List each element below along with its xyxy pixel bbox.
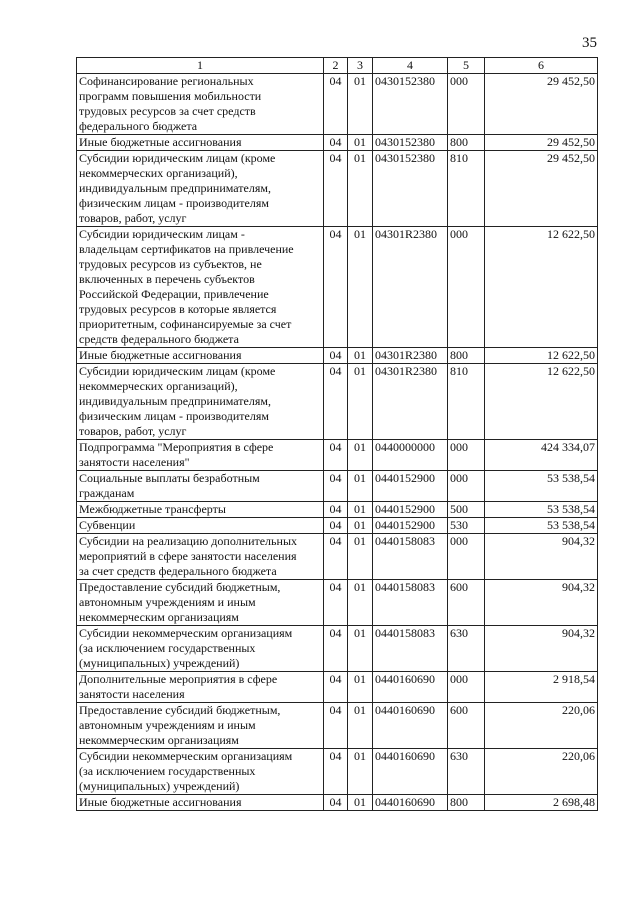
section-code-cell: 04 — [324, 534, 348, 580]
section-code-cell: 04 — [324, 74, 348, 135]
target-article-cell: 04301R2380 — [373, 227, 448, 348]
table-row — [77, 672, 598, 703]
expense-type-cell: 630 — [448, 749, 485, 795]
target-article-cell: 0440000000 — [373, 440, 448, 471]
section-code-cell: 04 — [324, 518, 348, 534]
expense-type-cell: 000 — [448, 440, 485, 471]
column-header: 4 — [373, 58, 448, 74]
expense-type-cell: 000 — [448, 227, 485, 348]
expense-name-line: гражданам — [79, 486, 135, 500]
expense-name-line: некоммерческим организациям — [79, 610, 239, 624]
expense-name-line: Подпрограмма "Мероприятия в сфере — [79, 440, 274, 454]
section-code-cell: 04 — [324, 135, 348, 151]
expense-name-line: трудовых ресурсов за счет средств — [79, 104, 256, 118]
expense-name-cell — [77, 364, 324, 440]
expense-name-line: трудовых ресурсов в которые является — [79, 302, 277, 316]
section-code-cell: 04 — [324, 440, 348, 471]
expense-name-line: товаров, работ, услуг — [79, 211, 187, 225]
section-code-cell: 04 — [324, 348, 348, 364]
expense-name-line: товаров, работ, услуг — [79, 424, 187, 438]
expense-name-line: средств федерального бюджета — [79, 332, 239, 346]
subsection-code-cell: 01 — [348, 440, 373, 471]
target-article-cell: 0440152900 — [373, 502, 448, 518]
expense-name-line: Субсидии юридическим лицам (кроме — [79, 364, 276, 378]
target-article-cell: 0440152900 — [373, 471, 448, 502]
table-row — [77, 348, 598, 364]
budget-table — [76, 57, 598, 811]
target-article-cell: 0440152900 — [373, 518, 448, 534]
expense-name-cell — [77, 151, 324, 227]
expense-name-line: Российской Федерации, привлечение — [79, 287, 269, 301]
target-article-cell: 0430152380 — [373, 151, 448, 227]
expense-name-cell — [77, 518, 324, 534]
expense-name-cell — [77, 672, 324, 703]
expense-name-cell — [77, 703, 324, 749]
expense-name-cell — [77, 749, 324, 795]
expense-name-line: Субсидии на реализацию дополнительных — [79, 534, 298, 548]
expense-type-cell: 530 — [448, 518, 485, 534]
subsection-code-cell: 01 — [348, 502, 373, 518]
target-article-cell: 0430152380 — [373, 135, 448, 151]
target-article-cell: 0430152380 — [373, 74, 448, 135]
table-row — [77, 135, 598, 151]
amount-cell: 904,32 — [485, 626, 598, 672]
expense-name-line: занятости населения — [79, 687, 185, 701]
subsection-code-cell: 01 — [348, 74, 373, 135]
table-row — [77, 580, 598, 626]
amount-cell: 12 622,50 — [485, 348, 598, 364]
expense-name-line: индивидуальным предпринимателям, — [79, 181, 271, 195]
expense-name-line: Предоставление субсидий бюджетным, — [79, 580, 281, 594]
expense-name-cell — [77, 534, 324, 580]
expense-name-line: (муниципальных) учреждений) — [79, 656, 240, 670]
expense-type-cell: 000 — [448, 74, 485, 135]
subsection-code-cell: 01 — [348, 795, 373, 811]
expense-name-cell — [77, 626, 324, 672]
target-article-cell: 04301R2380 — [373, 364, 448, 440]
expense-type-cell: 000 — [448, 672, 485, 703]
subsection-code-cell: 01 — [348, 749, 373, 795]
expense-name-cell — [77, 348, 324, 364]
expense-name-line: Дополнительные мероприятия в сфере — [79, 672, 278, 686]
expense-name-line: Предоставление субсидий бюджетным, — [79, 703, 281, 717]
expense-name-line: (муниципальных) учреждений) — [79, 779, 240, 793]
expense-name-line: Софинансирование региональных — [79, 74, 254, 88]
expense-name-line: за счет средств федерального бюджета — [79, 564, 277, 578]
target-article-cell: 0440160690 — [373, 795, 448, 811]
section-code-cell: 04 — [324, 626, 348, 672]
table-row — [77, 795, 598, 811]
section-code-cell: 04 — [324, 151, 348, 227]
expense-name-cell — [77, 502, 324, 518]
table-row — [77, 471, 598, 502]
amount-cell: 220,06 — [485, 703, 598, 749]
column-header: 6 — [485, 58, 598, 74]
expense-name-line: некоммерческим организациям — [79, 733, 239, 747]
table-row — [77, 227, 598, 348]
expense-name-line: Социальные выплаты безработным — [79, 471, 260, 485]
subsection-code-cell: 01 — [348, 534, 373, 580]
expense-name-line: (за исключением государственных — [79, 641, 256, 655]
column-header: 3 — [348, 58, 373, 74]
expense-name-line: программ повышения мобильности — [79, 89, 262, 103]
section-code-cell: 04 — [324, 364, 348, 440]
expense-name-cell — [77, 795, 324, 811]
amount-cell: 53 538,54 — [485, 518, 598, 534]
section-code-cell: 04 — [324, 672, 348, 703]
expense-name-line: Межбюджетные трансферты — [79, 502, 226, 516]
subsection-code-cell: 01 — [348, 672, 373, 703]
section-code-cell: 04 — [324, 749, 348, 795]
expense-type-cell: 810 — [448, 151, 485, 227]
expense-name-cell — [77, 227, 324, 348]
expense-name-line: включенных в перечень субъектов — [79, 272, 255, 286]
expense-name-line: Субсидии юридическим лицам - — [79, 227, 245, 241]
table-row — [77, 502, 598, 518]
page-number: 35 — [582, 35, 597, 51]
expense-type-cell: 800 — [448, 795, 485, 811]
amount-cell: 29 452,50 — [485, 151, 598, 227]
subsection-code-cell: 01 — [348, 580, 373, 626]
subsection-code-cell: 01 — [348, 348, 373, 364]
subsection-code-cell: 01 — [348, 135, 373, 151]
expense-name-line: физическим лицам - производителям — [79, 196, 269, 210]
table-row — [77, 518, 598, 534]
expense-type-cell: 810 — [448, 364, 485, 440]
section-code-cell: 04 — [324, 502, 348, 518]
amount-cell: 220,06 — [485, 749, 598, 795]
target-article-cell: 0440158083 — [373, 534, 448, 580]
section-code-cell: 04 — [324, 227, 348, 348]
section-code-cell: 04 — [324, 703, 348, 749]
target-article-cell: 04301R2380 — [373, 348, 448, 364]
table-row — [77, 151, 598, 227]
expense-name-cell — [77, 440, 324, 471]
subsection-code-cell: 01 — [348, 227, 373, 348]
amount-cell: 2 918,54 — [485, 672, 598, 703]
expense-name-line: Субсидии некоммерческим организациям — [79, 626, 293, 640]
expense-name-line: федерального бюджета — [79, 119, 198, 133]
table-row — [77, 364, 598, 440]
table-row — [77, 703, 598, 749]
subsection-code-cell: 01 — [348, 703, 373, 749]
table-row — [77, 534, 598, 580]
expense-name-line: Субсидии юридическим лицам (кроме — [79, 151, 276, 165]
subsection-code-cell: 01 — [348, 518, 373, 534]
subsection-code-cell: 01 — [348, 471, 373, 502]
table-body — [77, 58, 598, 811]
expense-name-line: трудовых ресурсов из субъектов, не — [79, 257, 262, 271]
amount-cell: 2 698,48 — [485, 795, 598, 811]
expense-name-cell — [77, 471, 324, 502]
table-row — [77, 440, 598, 471]
section-code-cell: 04 — [324, 580, 348, 626]
subsection-code-cell: 01 — [348, 151, 373, 227]
expense-name-line: мероприятий в сфере занятости населения — [79, 549, 297, 563]
expense-type-cell: 630 — [448, 626, 485, 672]
expense-name-line: Иные бюджетные ассигнования — [79, 135, 242, 149]
expense-name-cell — [77, 135, 324, 151]
expense-name-line: приоритетным, софинансируемые за счет — [79, 317, 292, 331]
table-row — [77, 626, 598, 672]
target-article-cell: 0440158083 — [373, 580, 448, 626]
column-header: 2 — [324, 58, 348, 74]
section-code-cell: 04 — [324, 471, 348, 502]
amount-cell: 12 622,50 — [485, 364, 598, 440]
expense-type-cell: 000 — [448, 534, 485, 580]
amount-cell: 424 334,07 — [485, 440, 598, 471]
amount-cell: 29 452,50 — [485, 135, 598, 151]
expense-name-line: некоммерческих организаций), — [79, 379, 238, 393]
expense-name-line: автономным учреждениям и иным — [79, 595, 256, 609]
target-article-cell: 0440158083 — [373, 626, 448, 672]
expense-type-cell: 000 — [448, 471, 485, 502]
header-row — [77, 58, 598, 74]
amount-cell: 12 622,50 — [485, 227, 598, 348]
expense-type-cell: 600 — [448, 703, 485, 749]
table-row — [77, 74, 598, 135]
expense-name-line: физическим лицам - производителям — [79, 409, 269, 423]
section-code-cell: 04 — [324, 795, 348, 811]
subsection-code-cell: 01 — [348, 364, 373, 440]
amount-cell: 904,32 — [485, 534, 598, 580]
expense-name-line: некоммерческих организаций), — [79, 166, 238, 180]
expense-name-line: Субвенции — [79, 518, 136, 532]
amount-cell: 53 538,54 — [485, 502, 598, 518]
subsection-code-cell: 01 — [348, 626, 373, 672]
target-article-cell: 0440160690 — [373, 672, 448, 703]
expense-name-cell — [77, 580, 324, 626]
expense-type-cell: 800 — [448, 135, 485, 151]
target-article-cell: 0440160690 — [373, 749, 448, 795]
expense-name-line: автономным учреждениям и иным — [79, 718, 256, 732]
expense-name-line: Иные бюджетные ассигнования — [79, 795, 242, 809]
expense-name-line: (за исключением государственных — [79, 764, 256, 778]
expense-name-line: занятости населения" — [79, 455, 190, 469]
amount-cell: 29 452,50 — [485, 74, 598, 135]
amount-cell: 904,32 — [485, 580, 598, 626]
expense-name-line: владельцам сертификатов на привлечение — [79, 242, 294, 256]
table-row — [77, 749, 598, 795]
amount-cell: 53 538,54 — [485, 471, 598, 502]
expense-type-cell: 600 — [448, 580, 485, 626]
expense-name-cell — [77, 74, 324, 135]
column-header: 1 — [77, 58, 324, 74]
expense-type-cell: 500 — [448, 502, 485, 518]
target-article-cell: 0440160690 — [373, 703, 448, 749]
expense-name-line: Иные бюджетные ассигнования — [79, 348, 242, 362]
expense-name-line: индивидуальным предпринимателям, — [79, 394, 271, 408]
column-header: 5 — [448, 58, 485, 74]
expense-name-line: Субсидии некоммерческим организациям — [79, 749, 293, 763]
expense-type-cell: 800 — [448, 348, 485, 364]
